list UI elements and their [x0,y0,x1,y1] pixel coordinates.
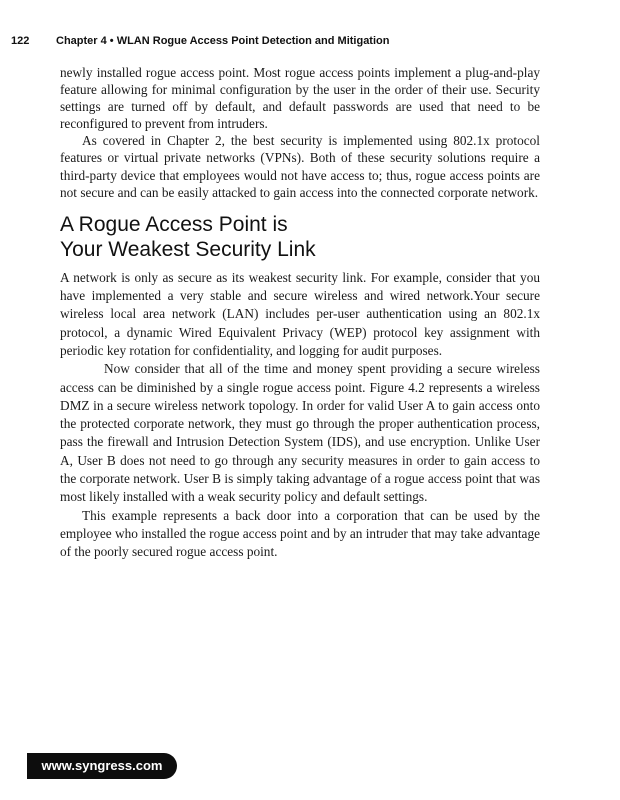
running-header [11,35,389,47]
chapter-title: Chapter 4 • WLAN Rogue Access Point Detection and Mitigation [56,35,390,47]
paragraph-intro-2: As covered in Chapter 2, the best security is implemented using 802.1x protocol features or virtual private networks (VPNs). Both of these security solutions require a third-party device that employees would not have access to; thus, rogue access points are not secure and can be easily attacked to gain access into the connected corporate network. [60,133,540,200]
paragraph-section-2: Now consider that all of the time and money spent providing a secure wireless access can be diminished by a single rogue access point. Figure 4.2 represents a wireless DMZ in a secure wireless network topology. In order for valid User A to gain access onto the protected corporate network, they must go through the proper authentication process, pass the firewall and Intrusion Detection System (IDS), and use encryption. Unlike User A, User B does not need to go through any security measures in order to gain access to the corporate network. User B is simply taking advantage of a rogue access point that was most likely installed with a weak security policy and default settings. [60,361,540,505]
paragraph-section-3: This example represents a back door into a corporation that can be used by the employee who installed the rogue access point and by an intruder that may take advantage of the poorly secured rogue access point. [60,507,540,560]
page-body [60,64,540,562]
section-heading-line-1: A Rogue Access Point is [60,212,288,236]
paragraph-intro-1: newly installed rogue access point. Most rogue access points implement a plug-and-play feature allowing for minimal configuration by the user in the order of their use. Security settings are turned off by default, and default passwords are used that need to be reconfigured to prevent from intruders. [60,65,540,132]
section-heading-line-2: Your Weakest Security Link [60,237,316,261]
paragraph-section-1: A network is only as secure as its weakest security link. For example, consider that you have implemented a very stable and secure wireless and wired network.Your secure wireless local area network (LAN) includes per-user authentication using an 802.1x protocol, a dynamic Wired Equivalent Privacy (WEP) protocol key assignment with periodic key rotation for confidentiality, and logging for audit purposes. [60,269,540,358]
section-heading [60,212,540,262]
page-number: 122 [11,35,30,47]
footer-url-badge: www.syngress.com [27,753,177,779]
